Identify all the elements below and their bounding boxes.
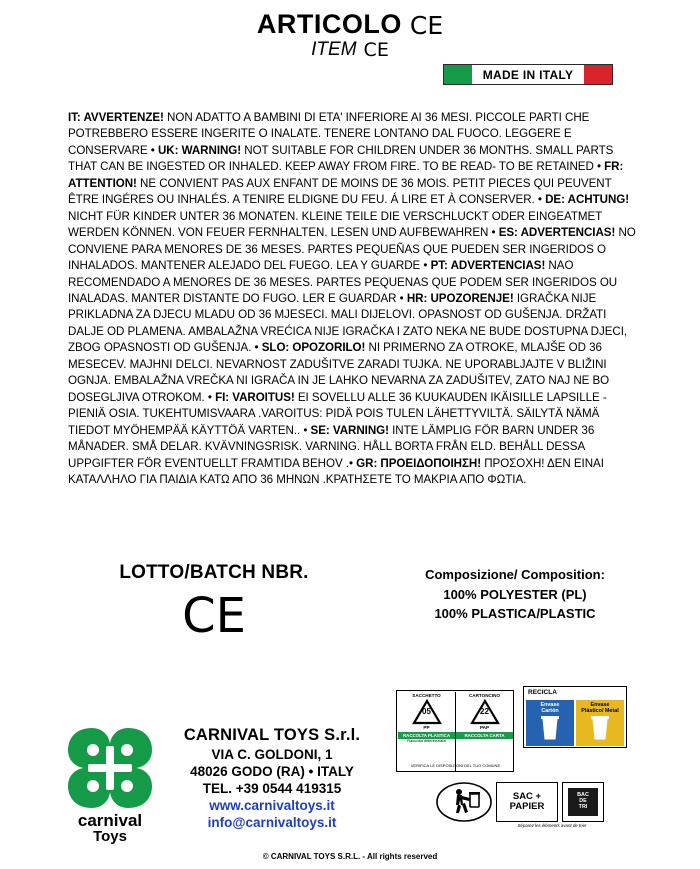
article-title: ARTICOLO: [256, 9, 402, 39]
bin-icon: [535, 715, 565, 741]
tri-line-3: TRI: [578, 803, 588, 810]
recycling-bin-carton: [526, 700, 574, 746]
document-header: [0, 10, 700, 61]
recycling-symbols-group: [396, 686, 636, 836]
svg-text:Toys: Toys: [93, 828, 127, 844]
bin-plastic-line-1: Envase: [590, 702, 610, 708]
no-littering-icon: [436, 782, 492, 822]
ce-mark-icon: CE: [182, 588, 246, 644]
company-address-line-1: VIA C. GOLDONI, 1: [211, 746, 333, 762]
recycling-column-plastic: [398, 693, 455, 743]
bac-de-tri-box: [562, 782, 604, 822]
ce-mark-icon: CE: [363, 39, 389, 62]
flag-green-stripe: [444, 65, 472, 84]
composition-block: [372, 565, 658, 624]
packaging-type-label: SACCHETTO: [412, 693, 441, 698]
sac-papier-box: [496, 782, 558, 822]
item-label: ITEM: [311, 39, 357, 61]
material-abbr: PP: [423, 725, 430, 731]
tri-line-2: DE: [579, 798, 587, 805]
sac-line-1: SAC +: [512, 790, 542, 802]
bac-de-tri-icon: [568, 788, 598, 816]
collection-band-paper: RACCOLTA CARTA: [456, 732, 513, 739]
composition-material-2: 100% PLASTICA/PLASTIC: [434, 606, 596, 621]
item-title-row: [0, 40, 700, 61]
composition-material-1: 100% POLYESTER (PL): [443, 586, 587, 602]
company-name: CARNIVAL TOYS S.r.l.: [183, 726, 361, 744]
bin-icon: [585, 715, 615, 741]
company-phone: TEL. +39 0544 419315: [202, 780, 342, 796]
recycling-column-paper: [456, 693, 513, 739]
recicla-title: RECICLA: [528, 689, 557, 696]
made-in-italy-label: MADE IN ITALY: [472, 65, 584, 84]
mobius-triangle-icon: [412, 699, 442, 725]
bin-carton-line-2: Cartón: [541, 708, 559, 715]
batch-number-block: [84, 562, 344, 644]
tri-line-1: BAC: [577, 792, 589, 799]
packaging-type-label: CARTONCINO: [468, 693, 501, 698]
resin-code-number: 05: [422, 707, 431, 717]
mobius-triangle-icon: [470, 699, 500, 725]
bin-plastic-line-2: Plástico/ Metal: [581, 708, 619, 715]
french-sorting-group: [436, 782, 618, 830]
sac-line-2: PAPIER: [509, 801, 545, 812]
municipality-note: VERIFICA LE DISPOSIZIONI DEL TUO COMUNE.: [410, 763, 502, 769]
company-website-link[interactable]: www.carnivaltoys.it: [209, 797, 335, 813]
flag-red-stripe: [584, 65, 612, 84]
material-abbr: PAP: [479, 725, 490, 731]
article-title-row: [0, 10, 700, 39]
svg-text:carnival: carnival: [77, 811, 143, 830]
italian-recycling-card: [396, 690, 514, 772]
ce-mark-icon: CE: [409, 11, 444, 40]
separate-collection-note: Raccolta differenziata: [407, 737, 446, 743]
company-email-link[interactable]: info@carnivaltoys.it: [207, 814, 337, 830]
batch-number-label: LOTTO/BATCH NBR.: [119, 562, 309, 583]
multilingual-warnings-text: IT: AVVERTENZE! NON ADATTO A BAMBINI DI ETA' INFERIORE AI 36 MESI. PICCOLE PARTI CHE POTREBBERO ESSERE INGERITE O INALATE. TENERE LONTANO DAL FUOCO. LEGGERE E CONSERVARE • UK: WARNING! NOT SUITABLE FOR CHILDREN UNDER 36 MONTHS. SMALL PARTS THAT CAN BE INGESTED OR INHALED. KEEP AWAY FROM FIRE. TO BE READ- TO BE RETAINED • FR: ATTENTION! NE CONVIENT PAS AUX ENFANT DE MOINS DE 36 MOIS. PETIT PIECES QUI PEUVENT ÊTRE INGÉRES OU INHALÉS. A TENIRE ELDIGNE DU FEU. Á LIRE ET À CONSERVER. • DE: ACHTUNG! NICHT FÜR KINDER UNTER 36 MONATEN. KLEINE TEILE DIE VERSCHLUCKT ODER EINGEATMET WERDEN KÖNNEN. VON FEUER FERNHALTEN. LESEN UND AUFBEWAHREN • ES: ADVERTENCIAS! NO CONVIENE PARA MENORES DE 36 MESES. PARTES PEQUEÑAS QUE PUEDEN SER INGERIDOS O INHALADOS. MANTENER ALEJADO DEL FUEGO. LEA Y GUARDE • PT: ADVERTENCIAS! NAO RECOMENDADO A MENORES DE 36 MESES. PARTES PEQUENAS QUE PODEM SER INGERIDOS OU INALADAS. MANTER DISTANTE DO FUGO. LER E GUARDAR • HR: UPOZORENJE! IGRAČKA NIJE PRIKLADNA ZA DJECU MLADU OD 36 MJESECI. MALI DIJELOVI. OPASNOST OD GUŠENJA. DRŽATI DALJE OD PLAMENA. AMBALAŽNA VREĆICA NIJE IGRAČKA I ZATO NEKA NE BUDE DOSTUPNA DJECI, ZBOG OPASNOSTI OD GUŠENJA. • SLO: OPOZORILO! NI PRIMERNO ZA OTROKE, MLAJŠE OD 36 MESECEV. MAJHNI DELCI. NEVARNOST ZADUŠITVE ZARADI TUJKA. NE UPORABLJAJTE V BLIŽINI OGNJA. EMBALAŽNA VREČKA NI IGRAČA IN JE LAHKO NEVARNA ZA ZADUŠITEV, ZATO NAJ NE BO DOSEGLJIVA OTROKOM. • FI: VAROITUS! EI SOVELLU ALLE 36 KUUKAUDEN IKÄISILLE LAPSILLE - PIENIÄ OSIA. TUKEHTUMISVAARA .VAROITUS: PIDÄ POIS TULEN LÄHETTYVILTÄ. SÄILYTÄ NÄMÄ TIEDOT MYÖHEMPÄÄ KÄYTTÖÄ VARTEN.. • SE: VARNING! INTE LÄMPLIG FÖR BARN UNDER 36 MÅNADER. SMÅ DELAR. KVÄVNINGSRISK. VARNING. HÅLL BORTA FRÅN ELD. BEHÅLL DESSA UPPGIFTER FÖR EVENTUELLT FRAMTIDA BEHOV .• GR: ΠΡΟΕΙΔΟΠΟΙΗΣΗ! ΠΡΟΣΟΧΗ! ΔΕΝ ΕΙΝΑΙ ΚΑΤΑΛΛΗΛΟ ΓΙΑ ΠΑΙΔΙΑ ΚΑΤΩ ΑΠΟ 36 ΜΗΝΩΝ .ΚΡΑΤΗΣΕΤΕ ΤΟ ΜΑΚΡΙΑ ΑΠΟ ΦΩΤΙΑ.: [68, 111, 636, 486]
resin-code-number: 22: [480, 707, 489, 717]
company-address-line-2: 48026 GODO (RA) • ITALY: [190, 763, 354, 779]
made-in-italy-badge: [443, 64, 613, 85]
copyright-footer: © CARNIVAL TOYS S.R.L. - All rights reserved: [262, 852, 438, 861]
recicla-card: [523, 686, 627, 748]
recycling-bin-plastic-metal: [576, 700, 624, 746]
collection-band-plastic: RACCOLTA PLASTICA: [398, 732, 455, 739]
company-details: [152, 725, 392, 831]
bin-carton-line-1: Envase: [540, 702, 560, 708]
clover-icon: [62, 722, 158, 844]
composition-heading: Composizione/ Composition:: [425, 567, 605, 582]
carnival-toys-logo: [62, 722, 158, 844]
separation-note: Séparez les éléments avant de trier: [517, 823, 587, 828]
